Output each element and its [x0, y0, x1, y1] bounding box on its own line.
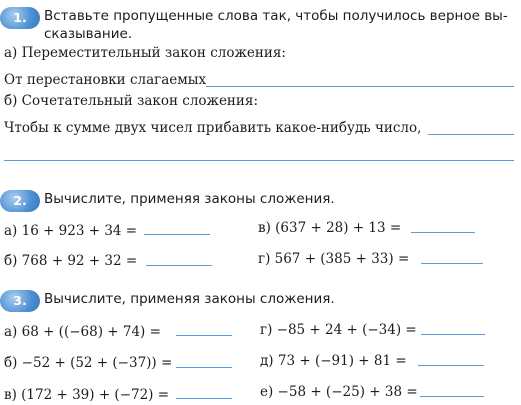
task-2g-answer-line[interactable]	[421, 263, 483, 264]
task-3d-expression: д) 73 + (−91) + 81 =	[260, 353, 407, 369]
task-2a-expression: а) 16 + 923 + 34 =	[4, 223, 138, 239]
task-3d-answer-line[interactable]	[418, 365, 484, 366]
task-1-instruction: Вставьте пропущенные слова так, чтобы получилось верное вы-	[44, 8, 508, 24]
task-3b-expression: б) −52 + (52 + (−37)) =	[4, 355, 173, 371]
task-3v-expression: в) (172 + 39) + (−72) =	[4, 387, 170, 403]
task-2v-answer-line[interactable]	[411, 232, 475, 233]
task-1b-label: б) Сочетательный закон сложения:	[4, 93, 258, 109]
task-2a-answer-line[interactable]	[144, 234, 210, 235]
task-2-instruction: Вычислите, применяя законы сложения.	[44, 191, 335, 207]
task-3a-expression: а) 68 + ((−68) + 74) =	[4, 324, 161, 340]
task-3g-answer-line[interactable]	[421, 334, 485, 335]
task-3e-answer-line[interactable]	[420, 396, 484, 397]
task-2b-expression: б) 768 + 92 + 32 =	[4, 253, 138, 269]
task-2g-expression: г) 567 + (385 + 33) =	[258, 251, 410, 267]
task-1-instruction-cont: сказывание.	[44, 26, 133, 42]
task-3b-answer-line[interactable]	[176, 367, 232, 368]
task-1a-label: а) Переместительный закон сложения:	[4, 45, 286, 61]
task-3-number-badge: 3.	[0, 290, 40, 312]
task-3e-expression: е) −58 + (−25) + 38 =	[260, 384, 418, 400]
task-2v-expression: в) (637 + 28) + 13 =	[258, 220, 402, 236]
task-1-number-badge: 1.	[0, 7, 40, 29]
task-3a-answer-line[interactable]	[176, 335, 232, 336]
task-1b-answer-line[interactable]	[428, 134, 514, 135]
task-1b-answer-line-2[interactable]	[4, 160, 514, 161]
task-3v-answer-line[interactable]	[176, 398, 232, 399]
task-1b-statement: Чтобы к сумме двух чисел прибавить какое-нибудь число,	[4, 120, 422, 136]
task-3g-expression: г) −85 + 24 + (−34) =	[260, 322, 417, 338]
task-3-instruction: Вычислите, применяя законы сложения.	[44, 291, 335, 307]
task-1a-answer-line[interactable]	[206, 86, 514, 87]
task-1a-statement: От перестановки слагаемых	[4, 72, 207, 88]
task-2b-answer-line[interactable]	[146, 265, 212, 266]
task-2-number-badge: 2.	[0, 190, 40, 212]
